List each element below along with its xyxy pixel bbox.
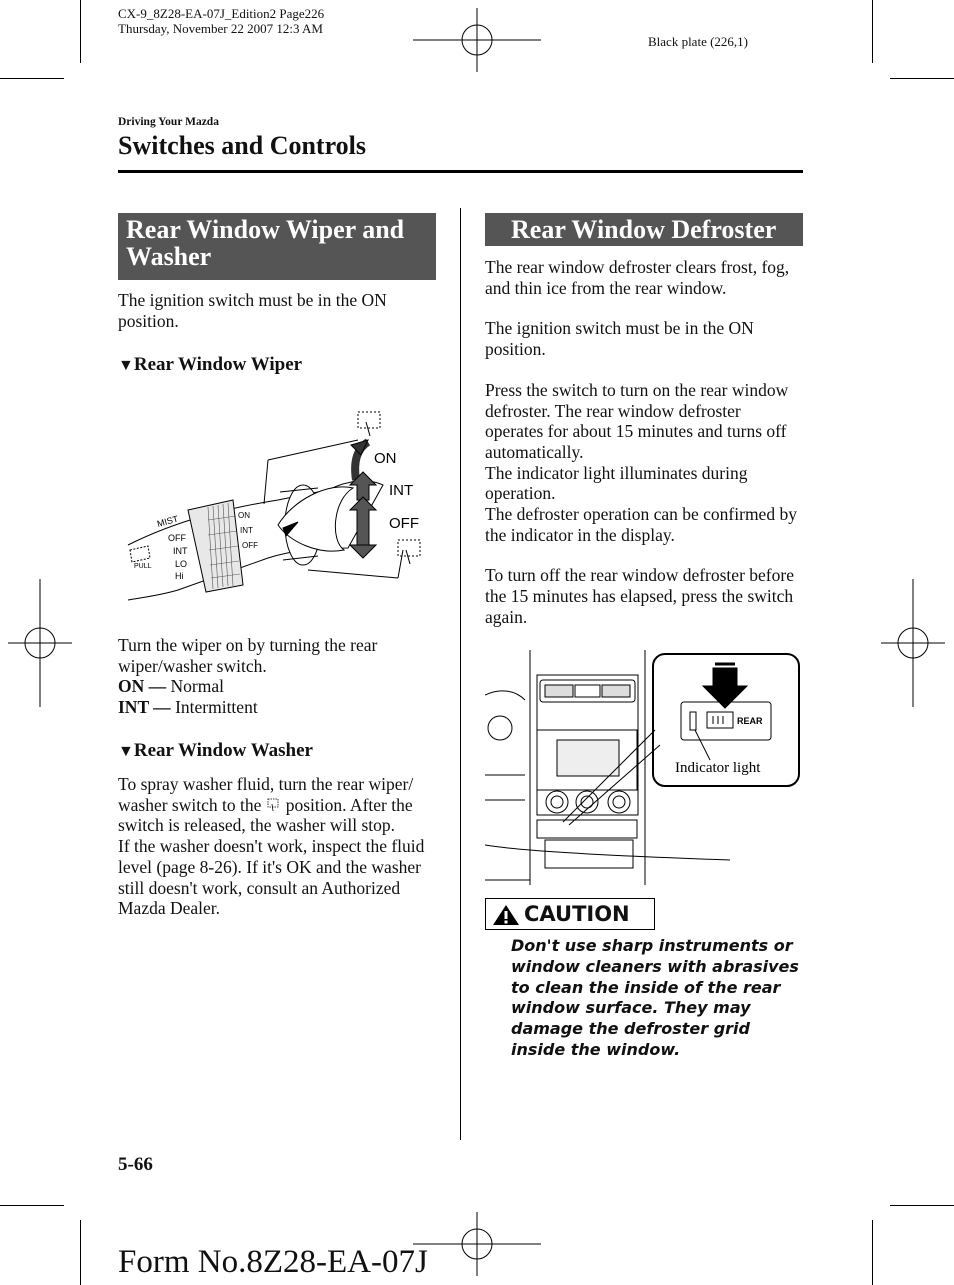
section-label: Driving Your Mazda [118,116,219,128]
print-slug [118,6,324,36]
page-number: 5-66 [118,1154,153,1175]
lever-label-off: OFF [168,533,186,543]
lever-label-ring-int: INT [240,526,253,535]
washer-text-after: position. After the switch is released, the washer will stop. [118,794,413,836]
left-section-heading: Rear Window Wiper and Washer [118,213,436,280]
wiper-position-int [118,697,438,718]
lever-label-pull: PULL [134,563,152,570]
form-number: Form No.8Z28-EA-07J [118,1244,428,1280]
wiper-description [118,635,438,718]
lever-label-hi: Hi [175,571,184,581]
warning-triangle-icon [492,904,520,926]
figure-label-off: OFF [389,515,419,532]
rear-switch-label: REAR [737,716,763,726]
title-rule [118,170,803,173]
wiper-position-int-key: INT — [118,697,171,718]
caution-text: Don't use sharp instruments or window cleaners with abrasives to clean the inside of the rear window surface. They may damage the defroster grid inside the window. [511,936,799,1059]
wiper-position-on-value: Normal [166,676,224,697]
plate-label: Black plate (226,1) [648,34,748,49]
defroster-description [485,257,803,628]
lever-label-int: INT [173,546,188,556]
wiper-position-on [118,676,438,697]
triangle-down-icon: ▼ [118,743,134,760]
defroster-figure [485,650,803,890]
defroster-p3c: The defroster operation can be confirmed by the indicator in the display. [485,504,797,545]
right-section-heading: Rear Window Defroster [485,213,803,246]
print-slug-line2: Thursday, November 22 2007 12:3 AM [118,21,323,36]
wiper-position-on-key: ON — [118,676,167,697]
defroster-p3a: Press the switch to turn on the rear window defroster. The rear window defroster operates for about 15 minutes and turns off automatically. [485,379,789,462]
figure-label-int: INT [389,482,414,499]
lever-label-ring-off: OFF [242,541,258,550]
washer-heading-label: Rear Window Washer [133,740,313,761]
column-divider [460,208,461,1140]
lever-label-lo: LO [175,559,188,569]
washer-symbol-icon [265,798,281,812]
wiper-heading-label: Rear Window Wiper [133,354,303,375]
defroster-p1: The rear window defroster clears frost, fog, and thin ice from the rear window. [485,257,790,298]
washer-heading [118,740,313,763]
washer-description [118,774,436,919]
left-intro: The ignition switch must be in the ON position. [118,290,387,331]
washer-text2: If the washer doesn't work, inspect the fluid level (page 8-26). If it's OK and the washer still doesn't work, consult an Authorized Mazda Dealer. [118,836,425,919]
defroster-p2: The ignition switch must be in the ON position. [485,318,754,360]
wiper-text: Turn the wiper on by turning the rear wiper/washer switch. [118,635,378,676]
wiper-position-int-value: Intermittent [170,697,258,718]
print-slug-line1: CX-9_8Z28-EA-07J_Edition2 Page226 [118,6,325,21]
defroster-p4: To turn off the rear window defroster before the 15 minutes has elapsed, press the switch again. [485,565,794,627]
washer-text [118,774,436,836]
defroster-p3b: The indicator light illuminates during operation. [485,462,748,504]
triangle-down-icon: ▼ [118,357,134,374]
caution-label: CAUTION [524,902,630,926]
page-title: Switches and Controls [118,131,367,160]
indicator-light-label: Indicator light [675,760,761,776]
caution-label-box [485,898,655,930]
lever-label-ring-on: ON [238,511,250,520]
wiper-heading [118,354,302,377]
lever-label-mist: MIST [155,513,180,529]
washer-text-before: To spray washer fluid, turn the rear wiper/ washer switch to the [118,774,414,815]
wiper-lever-figure [118,400,438,605]
figure-label-on: ON [374,450,397,467]
